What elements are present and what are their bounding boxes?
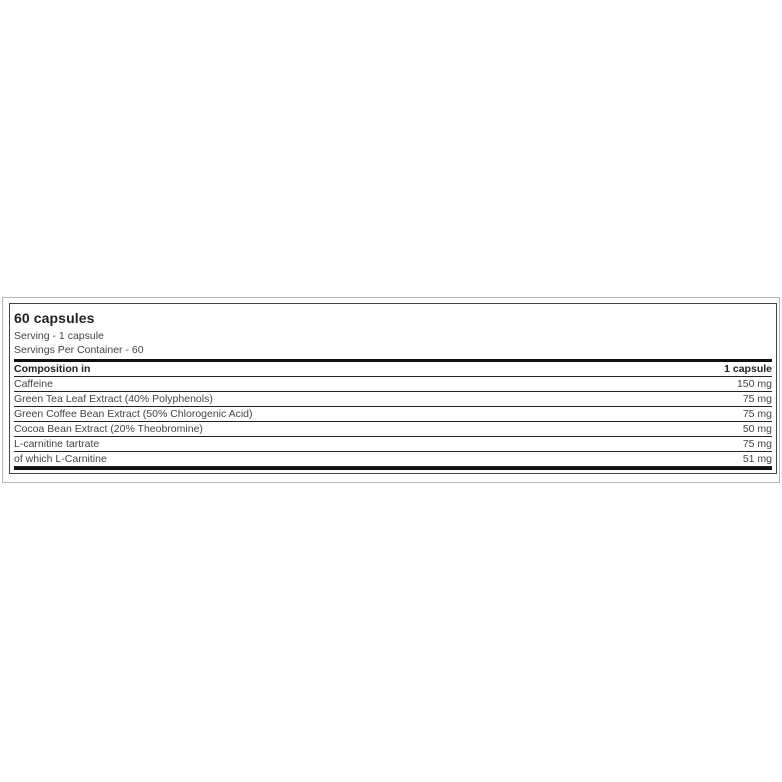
per-capsule-header: 1 capsule [645, 362, 772, 377]
product-size-title: 60 capsules [14, 310, 95, 326]
composition-table [14, 362, 772, 467]
bottom-thick-divider [14, 467, 772, 470]
table-header-row [14, 362, 772, 377]
table-row [14, 437, 772, 452]
ingredient-name: Cocoa Bean Extract (20% Theobromine) [14, 422, 645, 437]
ingredient-name: Green Coffee Bean Extract (50% Chlorogenic Acid) [14, 407, 645, 422]
ingredient-amount: 51 mg [645, 452, 772, 467]
supplement-facts-panel [9, 303, 777, 474]
ingredient-name: Green Tea Leaf Extract (40% Polyphenols) [14, 392, 645, 407]
ingredient-name: of which L-Carnitine [14, 452, 645, 467]
ingredient-amount: 75 mg [645, 437, 772, 452]
ingredient-name: Caffeine [14, 377, 645, 392]
composition-header: Composition in [14, 362, 645, 377]
table-row [14, 377, 772, 392]
table-row [14, 392, 772, 407]
ingredient-amount: 150 mg [645, 377, 772, 392]
ingredient-name: L-carnitine tartrate [14, 437, 645, 452]
ingredient-amount: 50 mg [645, 422, 772, 437]
ingredient-amount: 75 mg [645, 392, 772, 407]
ingredient-amount: 75 mg [645, 407, 772, 422]
table-row [14, 422, 772, 437]
table-row [14, 407, 772, 422]
servings-per-container: Servings Per Container - 60 [14, 344, 144, 356]
serving-size: Serving - 1 capsule [14, 330, 104, 342]
label-frame [2, 297, 780, 483]
table-row [14, 452, 772, 467]
